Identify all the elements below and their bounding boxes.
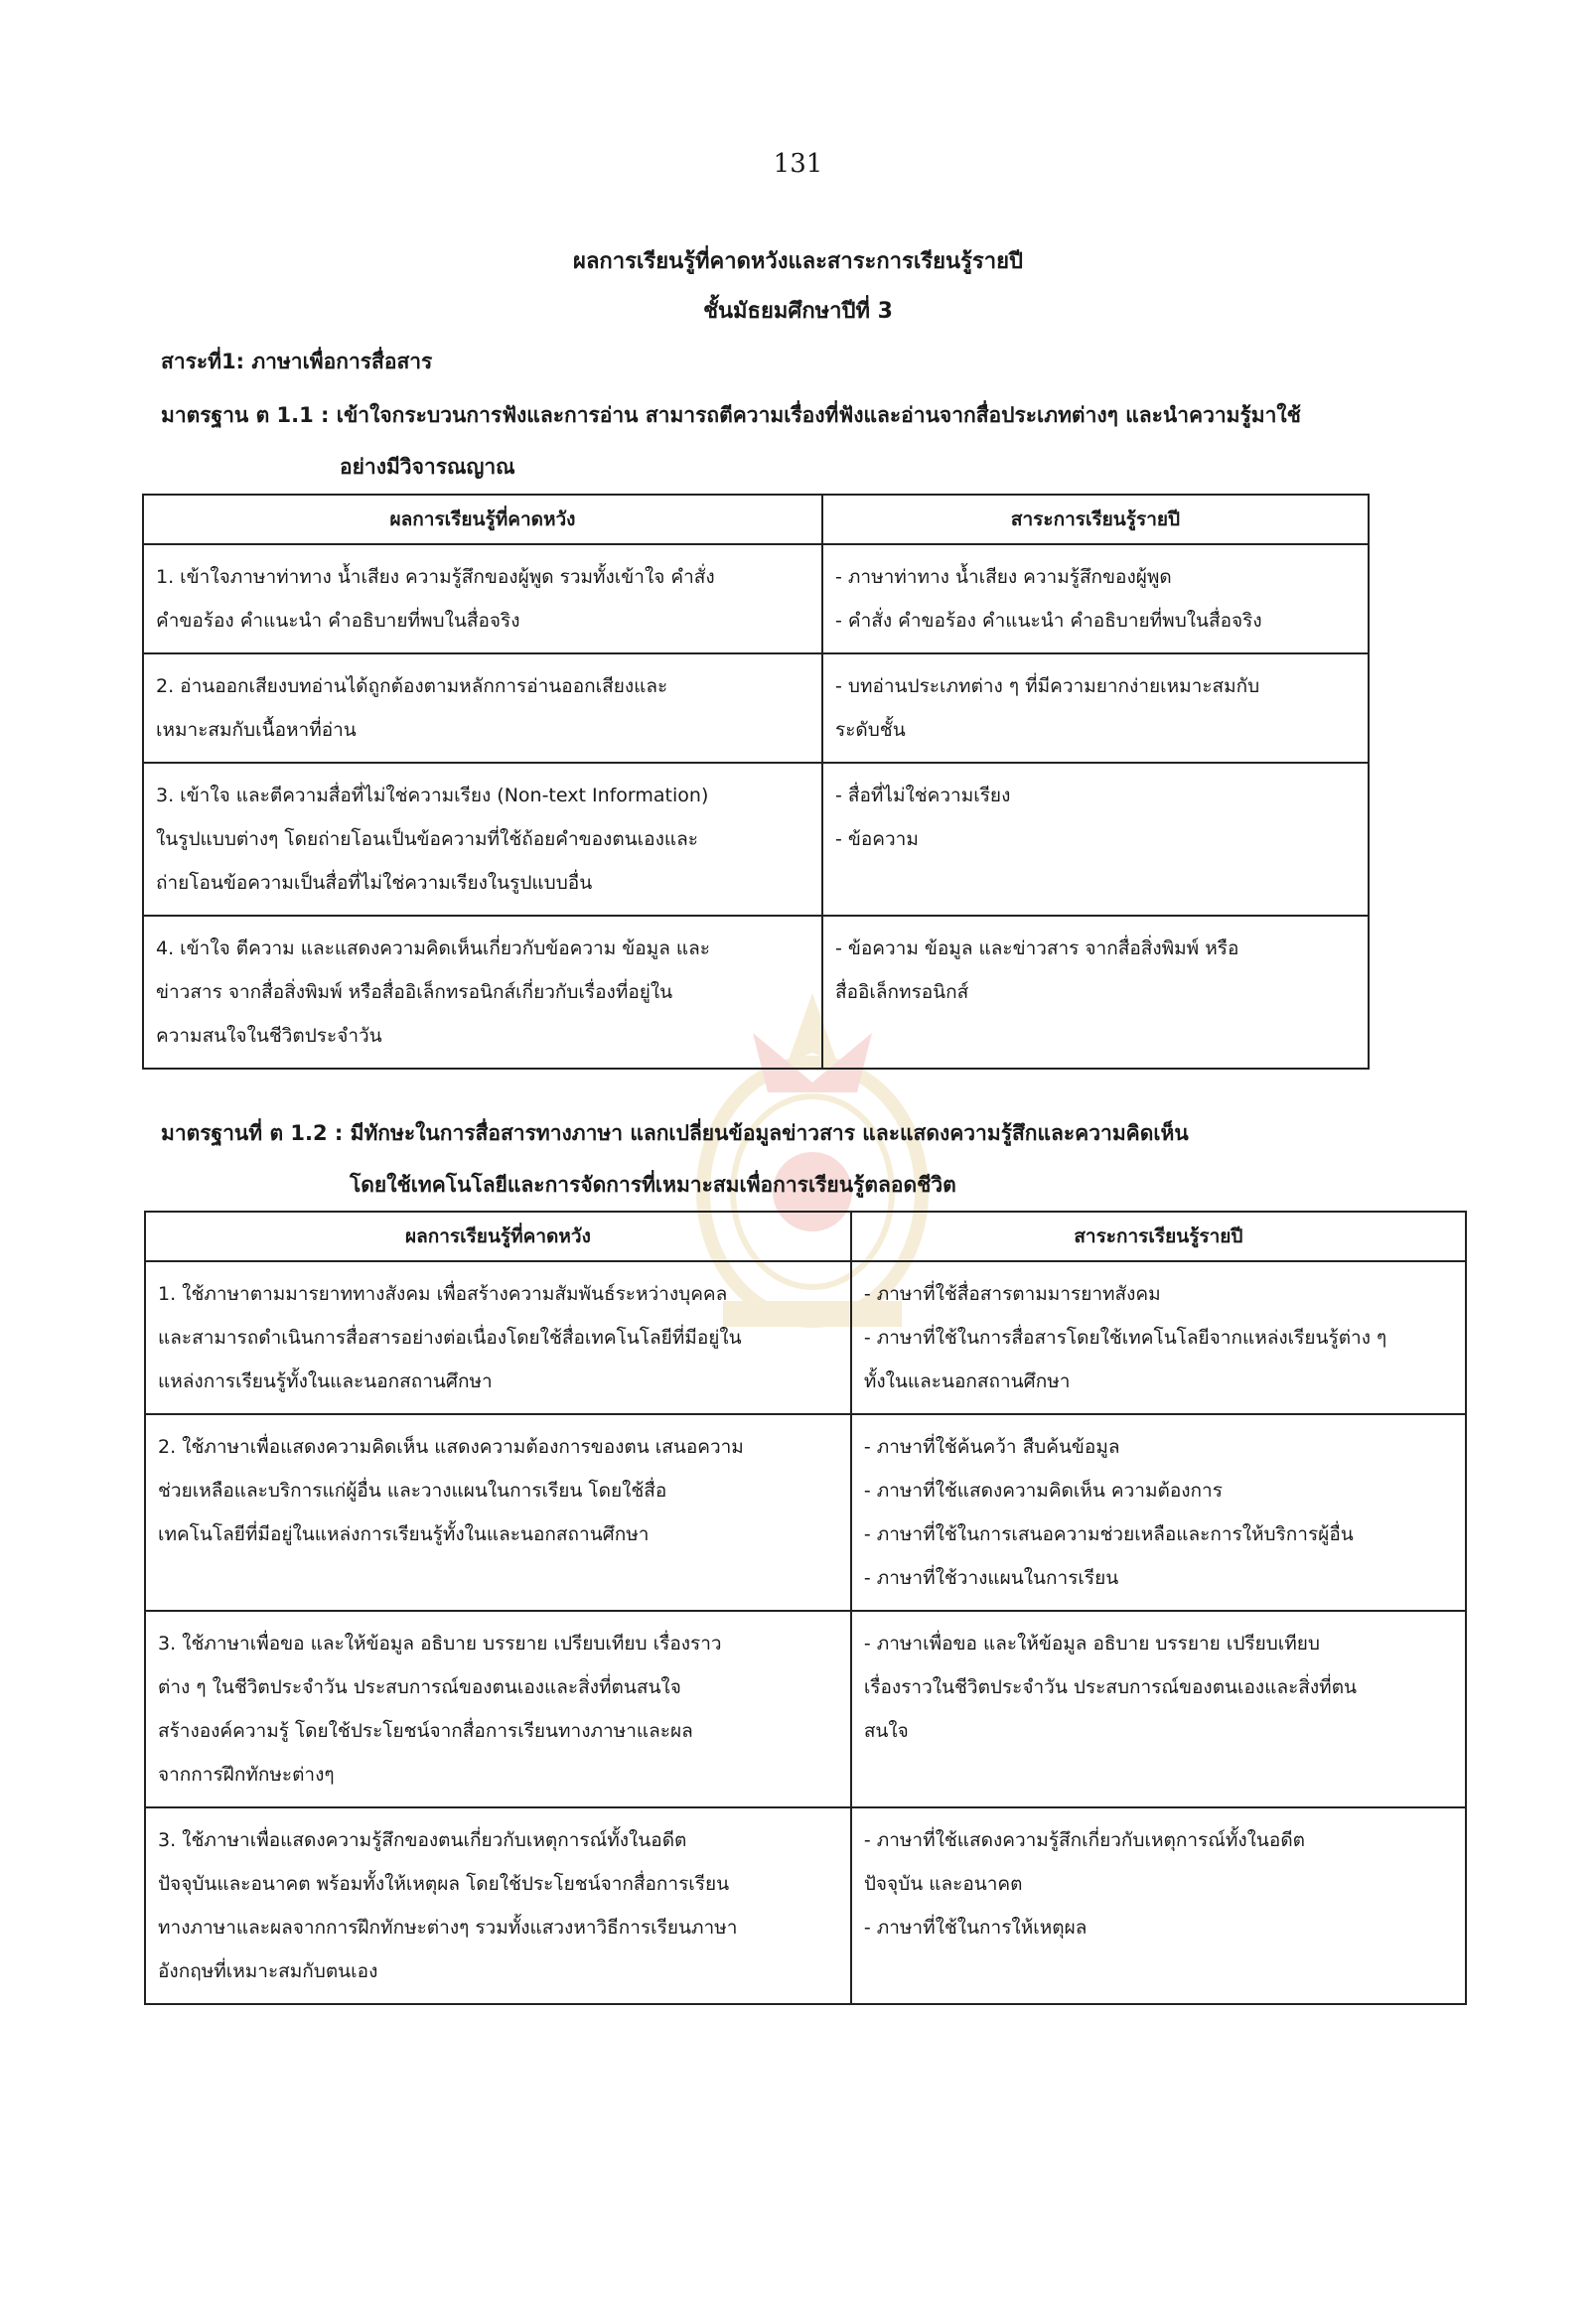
cell-line: - ข้อความ ข้อมูล และข่าวสาร จากสื่อสิ่งพิมพ์ หรือ bbox=[834, 937, 1239, 959]
cell-line: และสามารถดำเนินการสื่อสารอย่างต่อเนื่องโดยใช้สื่อเทคโนโลยีที่มีอยู่ใน bbox=[158, 1327, 742, 1349]
cell-line: 3. เข้าใจ และตีความสื่อที่ไม่ใช่ความเรียง (Non-text Information) bbox=[156, 785, 709, 806]
curriculum-table-2 bbox=[144, 1211, 1467, 2005]
cell-line: 2. ใช้ภาษาเพื่อแสดงความคิดเห็น แสดงความต้องการของตน เสนอความ bbox=[158, 1436, 744, 1458]
cell-line: - ภาษาที่ใช้ในการเสนอความช่วยเหลือและการให้บริการผู้อื่น bbox=[863, 1523, 1354, 1545]
cell-line: 4. เข้าใจ ตีความ และแสดงความคิดเห็นเกี่ยวกับข้อความ ข้อมูล และ bbox=[156, 937, 710, 959]
outcome-cell bbox=[143, 916, 822, 1069]
cell-line: - ภาษาที่ใช้แสดงความรู้สึกเกี่ยวกับเหตุการณ์ทั้งในอดีต bbox=[863, 1829, 1306, 1851]
content-cell bbox=[822, 916, 1369, 1069]
cell-line: เรื่องราวในชีวิตประจำวัน ประสบการณ์ของตนเองและสิ่งที่ตน bbox=[863, 1676, 1358, 1698]
strand-heading: สาระที่1: ภาษาเพื่อการสื่อสาร bbox=[161, 350, 433, 373]
table-row bbox=[145, 1261, 1466, 1414]
outcome-cell bbox=[145, 1261, 851, 1414]
cell-line: 1. เข้าใจภาษาท่าทาง น้ำเสียง ความรู้สึกของผู้พูด รวมทั้งเข้าใจ คำสั่ง bbox=[156, 566, 715, 588]
outcome-cell bbox=[143, 763, 822, 916]
cell-line: สร้างองค์ความรู้ โดยใช้ประโยชน์จากสื่อการเรียนทางภาษาและผล bbox=[158, 1720, 693, 1742]
cell-line: อังกฤษที่เหมาะสมกับตนเอง bbox=[158, 1960, 378, 1982]
cell-line: ความสนใจในชีวิตประจำวัน bbox=[156, 1025, 382, 1047]
table-header-row bbox=[145, 1212, 1466, 1261]
standard-1-line-2: อย่างมีวิจารณญาณ bbox=[340, 455, 515, 479]
cell-line: ในรูปแบบต่างๆ โดยถ่ายโอนเป็นข้อความที่ใช้ถ้อยคำของตนเองและ bbox=[156, 828, 698, 850]
cell-line: ช่วยเหลือและบริการแก่ผู้อื่น และวางแผนในการเรียน โดยใช้สื่อ bbox=[158, 1480, 667, 1502]
cell-line: - สื่อที่ไม่ใช่ความเรียง bbox=[834, 785, 1011, 806]
cell-line: ระดับชั้น bbox=[834, 719, 906, 741]
cell-line: ข่าวสาร จากสื่อสิ่งพิมพ์ หรือสื่ออิเล็กทรอนิกส์เกี่ยวกับเรื่องที่อยู่ใน bbox=[156, 981, 673, 1003]
document-title: ผลการเรียนรู้ที่คาดหวังและสาระการเรียนรู้รายปี bbox=[573, 249, 1023, 274]
cell-line: เทคโนโลยีที่มีอยู่ในแหล่งการเรียนรู้ทั้งในและนอกสถานศึกษา bbox=[158, 1523, 650, 1545]
cell-line: - ภาษาท่าทาง น้ำเสียง ความรู้สึกของผู้พูด bbox=[834, 566, 1172, 588]
cell-line: - ภาษาเพื่อขอ และให้ข้อมูล อธิบาย บรรยาย เปรียบเทียบ bbox=[863, 1633, 1320, 1655]
content-cell bbox=[822, 653, 1369, 763]
cell-line: ปัจจุบัน และอนาคต bbox=[863, 1873, 1023, 1895]
content-cell bbox=[822, 763, 1369, 916]
header-expected-outcomes: ผลการเรียนรู้ที่คาดหวัง bbox=[143, 495, 822, 544]
header-annual-content: สาระการเรียนรู้รายปี bbox=[851, 1212, 1466, 1261]
cell-line: คำขอร้อง คำแนะนำ คำอธิบายที่พบในสื่อจริง bbox=[156, 610, 520, 632]
cell-line: - ภาษาที่ใช้ในการสื่อสารโดยใช้เทคโนโลยีจากแหล่งเรียนรู้ต่าง ๆ bbox=[863, 1327, 1387, 1349]
outcome-cell bbox=[143, 544, 822, 653]
cell-line: 1. ใช้ภาษาตามมารยาททางสังคม เพื่อสร้างความสัมพันธ์ระหว่างบุคคล bbox=[158, 1283, 728, 1305]
cell-line: 3. ใช้ภาษาเพื่อแสดงความรู้สึกของตนเกี่ยวกับเหตุการณ์ทั้งในอดีต bbox=[158, 1829, 687, 1851]
table-row bbox=[143, 763, 1369, 916]
standard-1-line-1: มาตรฐาน ต 1.1 : เข้าใจกระบวนการฟังและการอ่าน สามารถตีความเรื่องที่ฟังและอ่านจากสื่อประเภทต่างๆ และนำความรู้มาใช้ bbox=[161, 403, 1301, 427]
cell-line: - คำสั่ง คำขอร้อง คำแนะนำ คำอธิบายที่พบในสื่อจริง bbox=[834, 610, 1262, 632]
curriculum-table-1 bbox=[142, 494, 1370, 1070]
document-subtitle: ชั้นมัธยมศึกษาปีที่ 3 bbox=[703, 299, 893, 324]
table-row bbox=[143, 544, 1369, 653]
cell-line: ทางภาษาและผลจากการฝึกทักษะต่างๆ รวมทั้งแสวงหาวิธีการเรียนภาษา bbox=[158, 1917, 738, 1939]
cell-line: - ภาษาที่ใช้ในการให้เหตุผล bbox=[863, 1917, 1088, 1939]
cell-line: - ภาษาที่ใช้แสดงความคิดเห็น ความต้องการ bbox=[863, 1480, 1223, 1502]
header-expected-outcomes: ผลการเรียนรู้ที่คาดหวัง bbox=[145, 1212, 851, 1261]
standard-2-line-1: มาตรฐานที่ ต 1.2 : มีทักษะในการสื่อสารทางภาษา แลกเปลี่ยนข้อมูลข่าวสาร และแสดงความรู้สึกและความคิดเห็น bbox=[161, 1121, 1189, 1145]
cell-line: สนใจ bbox=[863, 1720, 909, 1742]
cell-line: - ภาษาที่ใช้ค้นคว้า สืบค้นข้อมูล bbox=[863, 1436, 1120, 1458]
content-cell bbox=[851, 1414, 1466, 1611]
cell-line: เหมาะสมกับเนื้อหาที่อ่าน bbox=[156, 719, 357, 741]
table-row bbox=[145, 1611, 1466, 1807]
outcome-cell bbox=[145, 1414, 851, 1611]
content-cell bbox=[822, 544, 1369, 653]
outcome-cell bbox=[145, 1611, 851, 1807]
content-cell bbox=[851, 1611, 1466, 1807]
cell-line: 3. ใช้ภาษาเพื่อขอ และให้ข้อมูล อธิบาย บรรยาย เปรียบเทียบ เรื่องราว bbox=[158, 1633, 722, 1655]
table-row bbox=[145, 1807, 1466, 2004]
header-annual-content: สาระการเรียนรู้รายปี bbox=[822, 495, 1369, 544]
cell-line: - บทอ่านประเภทต่าง ๆ ที่มีความยากง่ายเหมาะสมกับ bbox=[834, 675, 1260, 697]
cell-line: แหล่งการเรียนรู้ทั้งในและนอกสถานศึกษา bbox=[158, 1370, 493, 1392]
table-row bbox=[145, 1414, 1466, 1611]
cell-line: สื่ออิเล็กทรอนิกส์ bbox=[834, 981, 969, 1003]
page-number: 131 bbox=[773, 149, 823, 179]
cell-line: ถ่ายโอนข้อความเป็นสื่อที่ไม่ใช่ความเรียงในรูปแบบอื่น bbox=[156, 872, 593, 894]
cell-line: ต่าง ๆ ในชีวิตประจำวัน ประสบการณ์ของตนเองและสิ่งที่ตนสนใจ bbox=[158, 1676, 681, 1698]
table-row bbox=[143, 916, 1369, 1069]
cell-line: จากการฝึกทักษะต่างๆ bbox=[158, 1764, 335, 1786]
cell-line: - ภาษาที่ใช้สื่อสารตามมารยาทสังคม bbox=[863, 1283, 1161, 1305]
content-cell bbox=[851, 1261, 1466, 1414]
cell-line: 2. อ่านออกเสียงบทอ่านได้ถูกต้องตามหลักการอ่านออกเสียงและ bbox=[156, 675, 668, 697]
outcome-cell bbox=[145, 1807, 851, 2004]
content-cell bbox=[851, 1807, 1466, 2004]
table-header-row bbox=[143, 495, 1369, 544]
standard-2-line-2: โดยใช้เทคโนโลยีและการจัดการที่เหมาะสมเพื่อการเรียนรู้ตลอดชีวิต bbox=[350, 1173, 956, 1197]
outcome-cell bbox=[143, 653, 822, 763]
cell-line: - ข้อความ bbox=[834, 828, 919, 850]
cell-line: - ภาษาที่ใช้วางแผนในการเรียน bbox=[863, 1567, 1119, 1589]
cell-line: ปัจจุบันและอนาคต พร้อมทั้งให้เหตุผล โดยใช้ประโยชน์จากสื่อการเรียน bbox=[158, 1873, 730, 1895]
cell-line: ทั้งในและนอกสถานศึกษา bbox=[863, 1370, 1071, 1392]
table-row bbox=[143, 653, 1369, 763]
